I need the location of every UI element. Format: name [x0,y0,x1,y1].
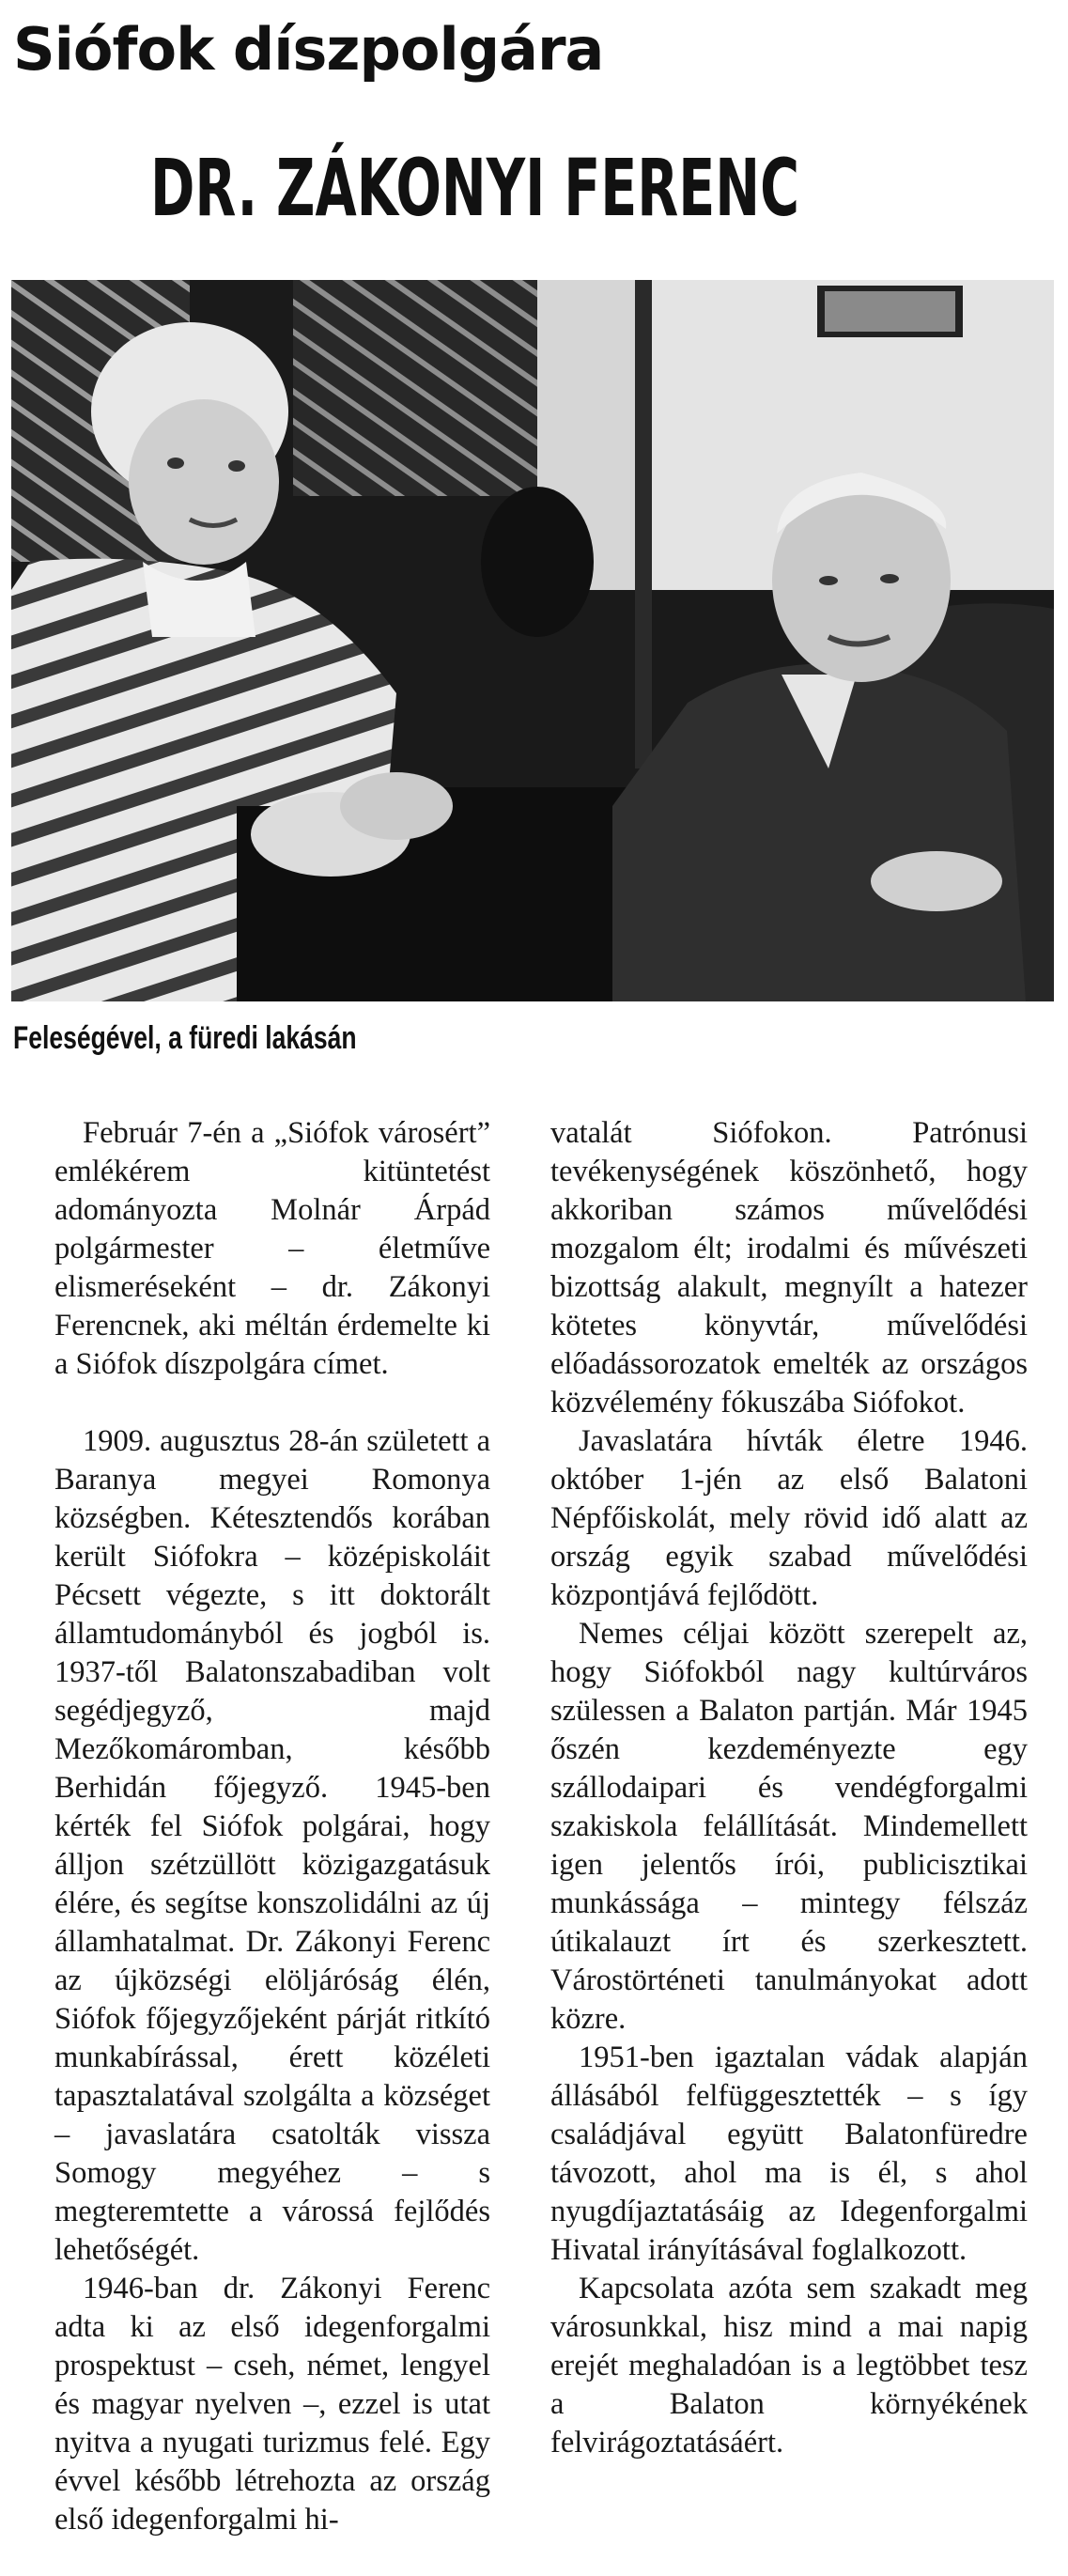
headline: DR. ZÁKONYI FERENC [150,142,799,234]
paragraph: 1909. augusztus 28-án született a Baranya megyei Romonya községben. Kétesztendős korában került Siófokra – középiskoláit Pécsett végezte, s itt doktorált államtudományból és jogból is. 1937-től Balatonszabadiban volt segédjegyző, majd Mezőkomáromban, később Berhidán főjegyző. 1945-ben kérték fel Siófok polgárai, hogy álljon szétzüllött közigazgatásuk élére, és segítse konszolidálni az új államhatalmat. Dr. Zákonyi Ferenc az újközségi elöljáróság élén, Siófok főjegyzőjeként párját ritkító munkabírással, érett közéleti tapasztalatával szolgálta a községet – javaslatára csatolták vissza Somogy megyéhez – s megteremtette a várossá fejlődés lehetőségét. [54,1424,490,2267]
paragraph: 1951-ben igaztalan vádak alapján állásából felfüggesztették – s így családjával együtt Balatonfüredre távozott, ahol ma is él, s ahol nyugdíjaztatásáig az Idegenforgalmi Hivatal irányításával foglalkozott. [550,2041,1028,2267]
photo-caption: Feleségével, a füredi lakásán [13,1020,357,1056]
paragraph: Nemes céljai között szerepelt az, hogy Siófokból nagy kultúrváros szülessen a Balaton partján. Már 1945 őszén kezdeményezte egy szállodaipari és vendégforgalmi szakiskola felállítását. Mindemellett igen jelentős írói, publicisztikai munkássága – mintegy félszáz útikalauzt írt és szerkesztett. Várostörténeti tanulmányokat adott közre. [550,1617,1028,2036]
kicker-title: Siófok díszpolgára [13,15,604,84]
article-column-left [54,1114,490,2539]
paragraph: 1946-ban dr. Zákonyi Ferenc adta ki az első idegenforgalmi prospektust – cseh, német, lengyel és magyar nyelven –, ezzel is utat nyitva a nyugati turizmus felé. Egy évvel később létrehozta az ország első idegenforgalmi hi- [54,2272,490,2537]
paragraph: vatalát Siófokon. Patrónusi tevékenységének köszönhető, hogy akkoriban számos művelődési mozgalom élt; irodalmi és művészeti bizottság alakult, megnyílt a hatezer kötetes könyvtár, művelődési előadássorozatok emelték az országos közvélemény fókuszába Siófokot. [550,1116,1028,1420]
paragraph: Február 7-én a „Siófok városért” emlékérem kitüntetést adományozta Molnár Árpád polgármester – életműve elismeréseként – dr. Zákonyi Ferencnek, aki méltán érdemelte ki a Siófok díszpolgára címet. [54,1116,490,1381]
article-column-right [550,1114,1028,2462]
paragraph: Kapcsolata azóta sem szakadt meg városunkkal, hisz mind a mai napig erejét meghaladóan is a legtöbbet tesz a Balaton környékének felvirágoztatásáért. [550,2272,1028,2460]
paragraph: Javaslatára hívták életre 1946. október 1-jén az első Balatoni Népfőiskolát, mely rövid idő alatt az ország egyik szabad művelődési központjává fejlődött. [550,1424,1028,1612]
article-photo [11,280,1054,1001]
photo-illustration [11,280,1054,1001]
